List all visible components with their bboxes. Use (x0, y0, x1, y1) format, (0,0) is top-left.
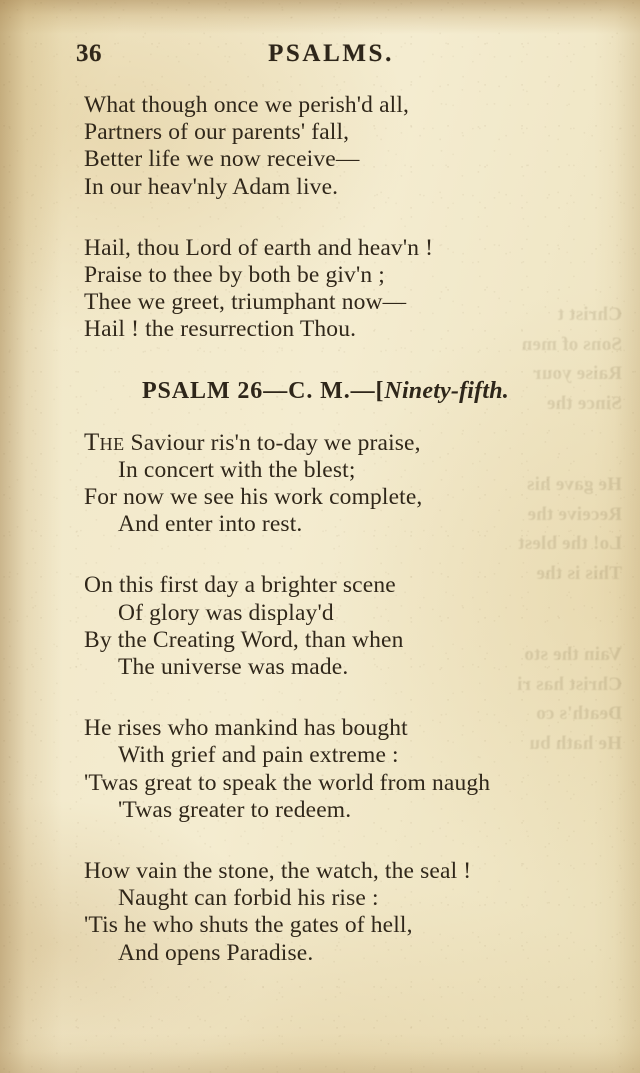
verse-line-remainder: Saviour ris'n to-day we praise, (124, 429, 421, 456)
page-edge-bottom-shading (0, 1033, 640, 1073)
page-header (0, 40, 640, 70)
verse-line: For now we see his work complete, (84, 484, 423, 511)
running-head-title: PSALMS. (268, 40, 394, 67)
verse-line: With grief and pain extreme : (118, 742, 399, 769)
verse-line-cropped: 'Twas great to speak the world from naugh (84, 769, 491, 796)
page-edge-left-shading (0, 0, 62, 1073)
show-through-line: Death's co (536, 703, 622, 724)
verse-line: He rises who mankind has bought (84, 715, 408, 742)
page-number: 36 (76, 40, 102, 67)
verse-line (84, 429, 640, 457)
stanza (84, 92, 640, 201)
verse-line: Hail ! the resurrection Thou. (84, 316, 357, 343)
verse-line: And opens Paradise. (118, 939, 314, 966)
show-through-line: Sons of men (521, 333, 622, 355)
psalm-number-label: PSALM 26 (142, 377, 264, 404)
stanza (84, 858, 640, 967)
verse-line: On this first day a brighter scene (84, 572, 396, 599)
show-through-line: Lo! the blest (518, 533, 622, 554)
verse-line: 'Tis he who shuts the gates of hell, (84, 912, 413, 939)
verse-line: Praise to thee by both be giv'n ; (84, 262, 385, 289)
verse-line: How vain the stone, the watch, the seal ! (84, 858, 472, 885)
verse-line: Partners of our parents' fall, (84, 119, 350, 146)
verse-line: In our heav'nly Adam live. (84, 173, 339, 200)
verse-line: Hail, thou Lord of earth and heav'n ! (84, 234, 434, 261)
stanza (84, 429, 640, 539)
show-through-line: Christ has ri (517, 673, 622, 695)
stanza (84, 235, 640, 344)
psalm-tune-bracket: [ (375, 377, 385, 404)
show-through-line: Vain the sto (524, 644, 622, 665)
verse-line: Naught can forbid his rise : (118, 885, 379, 912)
psalm-heading-separator: — (350, 377, 376, 404)
verse-line: The universe was made. (118, 654, 349, 681)
show-through-line: He gave his (526, 474, 622, 495)
verse-line: By the Creating Word, than when (84, 626, 404, 653)
show-through-line: This is the (536, 562, 622, 584)
psalm-heading (84, 378, 640, 405)
page-body-text (84, 92, 640, 995)
verse-line: Better life we now receive— (84, 146, 360, 173)
show-through-line: Since the (546, 392, 622, 414)
stanza (84, 715, 640, 824)
verse-line: In concert with the blest; (118, 456, 356, 483)
stanza (84, 572, 640, 681)
show-through-line: Raise your (532, 363, 622, 384)
psalm-meter-label: C. M. (288, 377, 351, 404)
show-through-line: He hath bu (529, 732, 622, 754)
psalm-tune-name: Ninety-fifth. (384, 377, 509, 404)
verse-line: And enter into rest. (118, 511, 303, 538)
verse-line: 'Twas greater to redeem. (118, 796, 352, 823)
show-through-line: Christ t (557, 304, 622, 325)
page-edge-top-shading (0, 0, 640, 34)
show-through-line: Receive the (527, 503, 622, 525)
verse-line: Of glory was display'd (118, 599, 334, 626)
verse-line: What though once we perish'd all, (84, 92, 410, 118)
psalm-heading-separator: — (263, 377, 289, 404)
verse-line-dropcap-word: The (84, 428, 125, 456)
verse-line: Thee we greet, triumphant now— (84, 289, 407, 316)
